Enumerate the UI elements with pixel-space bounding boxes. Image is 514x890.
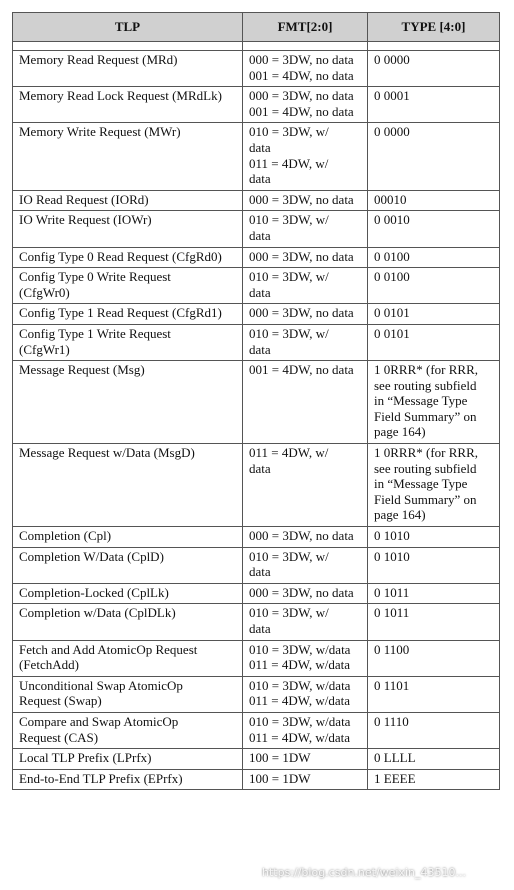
fmt-cell-line: 010 = 3DW, w/ (249, 212, 329, 228)
tlp-cell (13, 304, 243, 325)
type-cell (368, 361, 500, 444)
header-fmt: FMT[2:0] (243, 13, 368, 42)
fmt-cell (243, 304, 368, 325)
tlp-cell (13, 190, 243, 211)
tlp-cell (13, 361, 243, 444)
tlp-cell (13, 444, 243, 527)
type-cell (368, 712, 500, 748)
fmt-cell-line: 010 = 3DW, w/ (249, 548, 329, 564)
fmt-cell (243, 247, 368, 268)
type-cell (368, 190, 500, 211)
tlp-cell-line: Config Type 0 Read Request (CfgRd0) (19, 248, 222, 264)
table-row (13, 268, 500, 304)
type-cell (368, 547, 500, 583)
type-cell (368, 211, 500, 247)
fmt-cell-line: 010 = 3DW, w/data (249, 677, 351, 693)
type-cell-line: 0 1100 (374, 641, 410, 657)
table-row (13, 247, 500, 268)
fmt-cell-line: data (249, 564, 271, 580)
tlp-cell (13, 268, 243, 304)
type-cell-line: 0 LLLL (374, 750, 416, 766)
type-cell (368, 749, 500, 770)
fmt-cell-line: 011 = 4DW, w/data (249, 729, 350, 745)
tlp-cell (13, 123, 243, 190)
fmt-cell-line: 001 = 4DW, no data (249, 67, 354, 83)
fmt-cell-line: data (249, 139, 271, 155)
tlp-cell-line: Config Type 1 Read Request (CfgRd1) (19, 305, 222, 321)
table-row (13, 361, 500, 444)
type-cell-line: 1 0RRR* (for RRR, (374, 445, 479, 461)
tlp-cell-line: Unconditional Swap AtomicOp (19, 677, 183, 693)
tlp-cell (13, 247, 243, 268)
type-cell-line: 0 0101 (374, 305, 410, 321)
tlp-cell-line: Memory Read Request (MRd) (19, 52, 178, 67)
table-row (13, 527, 500, 548)
tlp-cell (13, 211, 243, 247)
type-cell-line: 0 0001 (374, 88, 410, 104)
tlp-cell (13, 547, 243, 583)
tlp-cell-line: (FetchAdd) (19, 657, 79, 673)
type-cell (368, 268, 500, 304)
tlp-cell-line: (CfgWr1) (19, 341, 70, 357)
table-row (13, 211, 500, 247)
fmt-cell-line: 011 = 4DW, w/ (249, 155, 329, 171)
fmt-cell (243, 527, 368, 548)
table-row (13, 676, 500, 712)
fmt-cell (243, 123, 368, 190)
fmt-cell-line: 000 = 3DW, no data (249, 88, 354, 104)
type-cell (368, 640, 500, 676)
tlp-cell-line: Request (CAS) (19, 729, 99, 745)
type-cell-line: Field Summary” on (374, 491, 477, 507)
type-cell (368, 51, 500, 87)
header-tlp: TLP (13, 13, 243, 42)
table-row (13, 604, 500, 640)
fmt-cell-line: 001 = 4DW, no data (249, 362, 354, 378)
fmt-cell-line: 010 = 3DW, w/ (249, 269, 329, 285)
table-row (13, 749, 500, 770)
type-cell (368, 604, 500, 640)
fmt-cell-line: 000 = 3DW, no data (249, 191, 354, 207)
fmt-cell-line: 100 = 1DW (249, 750, 311, 766)
tlp-cell-line: Completion W/Data (CplD) (19, 548, 164, 564)
fmt-cell-line: 000 = 3DW, no data (249, 584, 354, 600)
header-row (13, 13, 500, 42)
fmt-cell-line: data (249, 227, 271, 243)
fmt-cell-line: data (249, 621, 271, 636)
type-cell-line: see routing subfield (374, 377, 477, 393)
type-cell-line: 0 0100 (374, 269, 410, 285)
fmt-cell (243, 712, 368, 748)
tlp-cell (13, 604, 243, 640)
type-cell (368, 247, 500, 268)
type-cell-line: 0 0100 (374, 248, 410, 264)
tlp-cell-line: Local TLP Prefix (LPrfx) (19, 750, 152, 766)
tlp-cell-line: Completion-Locked (CplLk) (19, 584, 169, 600)
table-row (13, 87, 500, 123)
fmt-cell-line: data (249, 171, 271, 187)
fmt-cell-line: data (249, 460, 271, 476)
type-cell-line: 0 0010 (374, 212, 410, 228)
type-cell-line: Field Summary” on (374, 408, 477, 424)
fmt-cell-line: data (249, 284, 271, 300)
tlp-cell (13, 583, 243, 604)
fmt-cell (243, 640, 368, 676)
tlp-cell (13, 769, 243, 790)
fmt-cell-line: 000 = 3DW, no data (249, 248, 354, 264)
fmt-cell (243, 361, 368, 444)
tlp-type-table (12, 12, 500, 790)
fmt-cell-line: 010 = 3DW, w/data (249, 713, 351, 729)
table-row (13, 51, 500, 87)
tlp-cell-line: Memory Read Lock Request (MRdLk) (19, 88, 222, 104)
fmt-cell (243, 87, 368, 123)
table-row (13, 769, 500, 790)
fmt-cell-line: 100 = 1DW (249, 770, 311, 786)
type-cell (368, 676, 500, 712)
type-cell (368, 527, 500, 548)
tlp-cell-line: Message Request w/Data (MsgD) (19, 445, 195, 461)
fmt-cell (243, 547, 368, 583)
tlp-cell-line: Compare and Swap AtomicOp (19, 713, 179, 729)
table-row (13, 640, 500, 676)
tlp-cell-line: (CfgWr0) (19, 284, 70, 300)
header-spacer-row (13, 42, 500, 51)
fmt-cell (243, 51, 368, 87)
tlp-cell (13, 51, 243, 87)
fmt-cell-line: 011 = 4DW, w/ (249, 445, 329, 461)
tlp-cell-line: Completion (Cpl) (19, 528, 112, 544)
fmt-cell (243, 211, 368, 247)
watermark: https://blog.csdn.net/weixin_43510... (262, 866, 467, 879)
tlp-cell (13, 87, 243, 123)
table-row (13, 304, 500, 325)
type-cell-line: 0 0101 (374, 325, 410, 341)
type-cell (368, 444, 500, 527)
tlp-cell-line: Completion w/Data (CplDLk) (19, 605, 176, 621)
type-cell-line: 0 1101 (374, 677, 410, 693)
fmt-cell (243, 604, 368, 640)
tlp-cell (13, 749, 243, 770)
table-row (13, 324, 500, 360)
tlp-cell (13, 527, 243, 548)
type-cell (368, 304, 500, 325)
fmt-cell (243, 749, 368, 770)
type-cell-line: page 164) (374, 507, 426, 523)
tlp-cell-line: Config Type 1 Write Request (19, 325, 171, 341)
table-row (13, 123, 500, 190)
type-cell (368, 583, 500, 604)
tlp-cell (13, 640, 243, 676)
fmt-cell (243, 676, 368, 712)
tlp-cell-line: Config Type 0 Write Request (19, 269, 171, 285)
fmt-cell-line: data (249, 341, 271, 357)
fmt-cell-line: 011 = 4DW, w/data (249, 693, 350, 709)
table-row (13, 547, 500, 583)
tlp-cell-line: Fetch and Add AtomicOp Request (19, 641, 198, 657)
type-cell-line: 0 1110 (374, 713, 409, 729)
type-cell-line: 00010 (374, 191, 407, 207)
type-cell-line: 1 0RRR* (for RRR, (374, 362, 479, 378)
fmt-cell-line: 000 = 3DW, no data (249, 52, 354, 67)
fmt-cell-line: 000 = 3DW, no data (249, 528, 354, 544)
type-cell (368, 324, 500, 360)
type-cell-line: 0 1011 (374, 605, 410, 621)
fmt-cell (243, 444, 368, 527)
fmt-cell-line: 010 = 3DW, w/ (249, 124, 329, 140)
tlp-cell (13, 712, 243, 748)
fmt-cell-line: 010 = 3DW, w/ (249, 325, 329, 341)
type-cell-line: 1 EEEE (374, 770, 416, 786)
type-cell-line: 0 1010 (374, 528, 410, 544)
fmt-cell (243, 190, 368, 211)
fmt-cell-line: 010 = 3DW, w/data (249, 641, 351, 657)
type-cell-line: in “Message Type (374, 393, 468, 409)
tlp-cell-line: IO Write Request (IOWr) (19, 212, 152, 228)
table-row (13, 190, 500, 211)
table-row (13, 583, 500, 604)
fmt-cell-line: 001 = 4DW, no data (249, 103, 354, 119)
fmt-cell (243, 583, 368, 604)
fmt-cell (243, 268, 368, 304)
tlp-cell-line: Memory Write Request (MWr) (19, 124, 181, 140)
tlp-cell-line: Request (Swap) (19, 693, 102, 709)
fmt-cell (243, 769, 368, 790)
type-cell-line: 0 0000 (374, 124, 410, 140)
type-cell-line: see routing subfield (374, 460, 477, 476)
table-row (13, 712, 500, 748)
type-cell-line: in “Message Type (374, 476, 468, 492)
fmt-cell-line: 011 = 4DW, w/data (249, 657, 350, 673)
type-cell (368, 769, 500, 790)
tlp-cell-line: Message Request (Msg) (19, 362, 145, 378)
tlp-cell-line: End-to-End TLP Prefix (EPrfx) (19, 770, 183, 786)
type-cell-line: 0 1010 (374, 548, 410, 564)
header-type: TYPE [4:0] (368, 13, 500, 42)
fmt-cell-line: 000 = 3DW, no data (249, 305, 354, 321)
type-cell-line: page 164) (374, 424, 426, 440)
type-cell-line: 0 1011 (374, 584, 410, 600)
type-cell (368, 123, 500, 190)
type-cell-line: 0 0000 (374, 52, 410, 67)
tlp-cell-line: IO Read Request (IORd) (19, 191, 149, 207)
fmt-cell (243, 324, 368, 360)
tlp-cell (13, 324, 243, 360)
type-cell (368, 87, 500, 123)
tlp-cell (13, 676, 243, 712)
table-row (13, 444, 500, 527)
fmt-cell-line: 010 = 3DW, w/ (249, 605, 329, 621)
